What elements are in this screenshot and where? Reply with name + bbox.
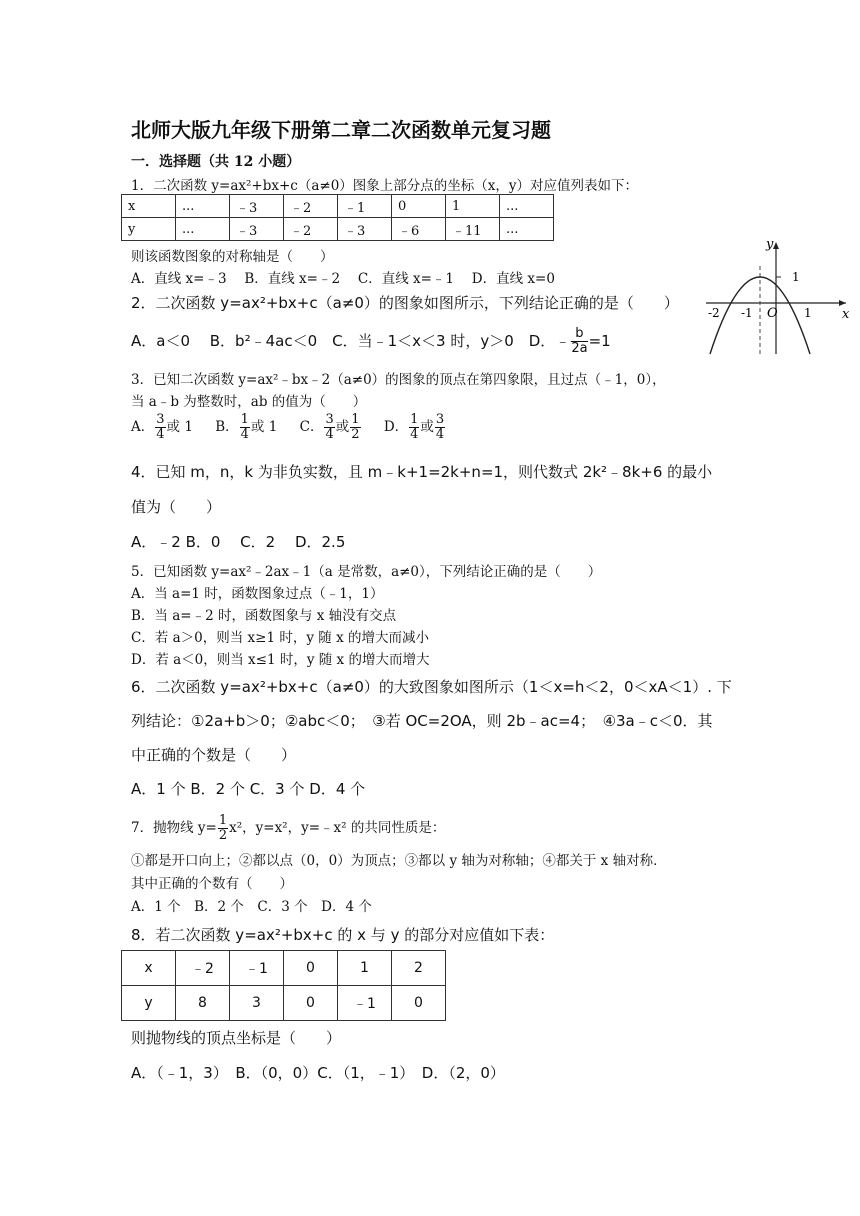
- table-cell: ﹣2: [284, 195, 338, 218]
- fraction: [350, 413, 360, 442]
- q2-d-prefix: ﹣: [555, 332, 571, 350]
- fraction-numerator: 1: [351, 412, 360, 427]
- q8-table: [121, 950, 446, 1021]
- table-cell: 0: [392, 986, 446, 1021]
- table-cell: ﹣3: [230, 218, 284, 241]
- q6-options: A．1 个 B．2 个 C．3 个 D．4 个: [131, 780, 366, 798]
- q1-stem: 1．二次函数 y=ax²+bx+c（a≠0）图象上部分点的坐标（x，y）对应值列表如下：: [131, 178, 639, 194]
- tick-label-xm2: -2: [708, 306, 720, 320]
- table-row: [122, 218, 554, 241]
- fraction-denominator: 4: [410, 427, 419, 442]
- q7-prefix: 7．抛物线 y=: [131, 820, 217, 836]
- option-a-label: A．: [131, 419, 155, 435]
- q5-option-b: B．当 a=﹣2 时，函数图象与 x 轴没有交点: [131, 608, 397, 624]
- q7-line3: 其中正确的个数有（ ）: [131, 876, 293, 892]
- table-cell: ﹣3: [230, 195, 284, 218]
- table-cell: ﹣1: [230, 951, 284, 986]
- q1-question: 则该函数图象的对称轴是（ ）: [131, 249, 334, 265]
- q2-d-fraction: [571, 327, 587, 356]
- q2-d-suffix: =1: [588, 332, 611, 350]
- q5-option-a: A．当 a=1 时，函数图象过点（﹣1，1）: [131, 586, 384, 602]
- q3-line1: 3．已知二次函数 y=ax²﹣bx﹣2（a≠0）的图象的顶点在第四象限，且过点（﹣1，0），: [131, 372, 666, 388]
- fraction-numerator: 1: [218, 813, 228, 828]
- table-cell: ﹣1: [338, 986, 392, 1021]
- fraction-numerator: 3: [156, 412, 165, 427]
- parabola-graph: [700, 236, 852, 358]
- fraction-denominator: 4: [240, 427, 249, 442]
- q7-suffix: x²，y=x²，y=﹣x² 的共同性质是：: [229, 820, 446, 836]
- fraction-denominator: 2a: [571, 341, 588, 356]
- q7-stem: [131, 814, 445, 843]
- table-cell: x: [122, 951, 176, 986]
- table-cell: ...: [500, 218, 554, 241]
- y-axis-label: y: [766, 237, 774, 252]
- fraction-numerator: b: [571, 327, 587, 342]
- tick-label-xm1: -1: [741, 306, 753, 320]
- q2-options-text: A．a＜0 B．b²﹣4ac＜0 C．当﹣1＜x＜3 时，y＞0 D．: [131, 332, 556, 350]
- table-cell: 0: [284, 951, 338, 986]
- x-axis-label: x: [842, 307, 850, 322]
- origin-label: O: [767, 306, 778, 321]
- table-cell: y: [122, 986, 176, 1021]
- x-axis-arrow: [839, 300, 846, 306]
- q4-line2: 值为（ ）: [131, 498, 222, 516]
- q1-table: [121, 194, 554, 241]
- q3-line2: 当 a﹣b 为整数时，ab 的值为（ ）: [131, 394, 367, 410]
- table-cell: ﹣11: [446, 218, 500, 241]
- table-cell: y: [122, 218, 176, 241]
- table-cell: ﹣3: [338, 218, 392, 241]
- table-cell: 2: [392, 951, 446, 986]
- table-cell: 3: [230, 986, 284, 1021]
- table-cell: ﹣2: [284, 218, 338, 241]
- table-cell: 8: [176, 986, 230, 1021]
- option-a-tail: 或 1: [166, 419, 193, 435]
- tick-label-y1: 1: [792, 270, 800, 284]
- q6-line1: 6．二次函数 y=ax²+bx+c（a≠0）的大致图象如图所示（1＜x=h＜2，0＜xA＜1）. 下: [131, 678, 732, 696]
- table-cell: 0: [392, 195, 446, 218]
- fraction-denominator: 4: [325, 427, 334, 442]
- table-cell: ...: [500, 195, 554, 218]
- q7-line2: ①都是开口向上；②都以点（0，0）为顶点；③都以 y 轴为对称轴；④都关于 x 轴对称．: [131, 853, 667, 869]
- fraction-denominator: 4: [435, 427, 445, 442]
- table-cell: x: [122, 195, 176, 218]
- table-cell: 1: [446, 195, 500, 218]
- table-row: [122, 986, 446, 1021]
- fraction: [409, 413, 419, 442]
- page-title: 北师大版九年级下册第二章二次函数单元复习题: [131, 118, 551, 142]
- q8-stem: 8．若二次函数 y=ax²+bx+c 的 x 与 y 的部分对应值如下表：: [131, 926, 555, 944]
- q7-options: A．1 个 B．2 个 C．3 个 D．4 个: [131, 899, 372, 915]
- q6-line2: 列结论：①2a+b＞0；②abc＜0； ③若 OC=2OA，则 2b﹣ac=4； ④3a﹣c＜0．其: [131, 712, 713, 730]
- fraction-denominator: 2: [218, 828, 228, 843]
- section-heading: 一．选择题（共 12 小题）: [131, 154, 301, 170]
- table-cell: ﹣2: [176, 951, 230, 986]
- table-cell: 0: [284, 986, 338, 1021]
- table-cell: 1: [338, 951, 392, 986]
- q4-line1: 4．已知 m，n，k 为非负实数，且 m﹣k+1=2k+n=1，则代数式 2k²﹣8k+6 的最小: [131, 463, 713, 481]
- q5-option-d: D．若 a＜0，则当 x≤1 时，y 随 x 的增大而增大: [131, 652, 430, 668]
- option-d-mid: 或: [420, 419, 434, 435]
- fraction: [324, 413, 334, 442]
- q2-stem: 2．二次函数 y=ax²+bx+c（a≠0）的图象如图所示，下列结论正确的是（ ）: [131, 294, 679, 312]
- tick-label-x1: 1: [804, 306, 812, 320]
- q8-question: 则抛物线的顶点坐标是（ ）: [131, 1029, 342, 1047]
- fraction-denominator: 4: [156, 427, 165, 442]
- option-c-label: C．: [299, 419, 324, 435]
- q4-options: A．﹣2 B．0 C．2 D．2.5: [131, 533, 346, 551]
- table-cell: ...: [176, 218, 230, 241]
- fraction: [435, 413, 445, 442]
- fraction: [240, 413, 250, 442]
- q1-options: A．直线 x=﹣3 B．直线 x=﹣2 C．直线 x=﹣1 D．直线 x=0: [131, 271, 555, 287]
- q2-options: [131, 327, 611, 356]
- table-row: [122, 951, 446, 986]
- q5-option-c: C．若 a＞0，则当 x≥1 时，y 随 x 的增大而减小: [131, 630, 429, 646]
- fraction-numerator: 1: [240, 412, 249, 427]
- fraction-numerator: 3: [325, 412, 334, 427]
- option-b-tail: 或 1: [250, 419, 278, 435]
- table-row: [122, 195, 554, 218]
- q8-options: A．（﹣1，3） B．（0，0）C．（1，﹣1） D．（2，0）: [131, 1064, 505, 1082]
- option-d-label: D．: [383, 419, 409, 435]
- q5-stem: 5．已知函数 y=ax²﹣2ax﹣1（a 是常数，a≠0），下列结论正确的是（ ）: [131, 564, 602, 580]
- fraction: [155, 413, 165, 442]
- table-cell: ...: [176, 195, 230, 218]
- table-cell: ﹣1: [338, 195, 392, 218]
- fraction-numerator: 1: [410, 412, 419, 427]
- option-b-label: B．: [215, 419, 239, 435]
- q6-line3: 中正确的个数是（ ）: [131, 746, 297, 764]
- fraction: [218, 814, 228, 843]
- fraction-denominator: 2: [351, 427, 360, 442]
- fraction-numerator: 3: [435, 412, 445, 427]
- option-c-mid: 或: [335, 419, 350, 435]
- table-cell: ﹣6: [392, 218, 446, 241]
- q3-options: [131, 413, 446, 442]
- y-axis-arrow: [773, 242, 779, 249]
